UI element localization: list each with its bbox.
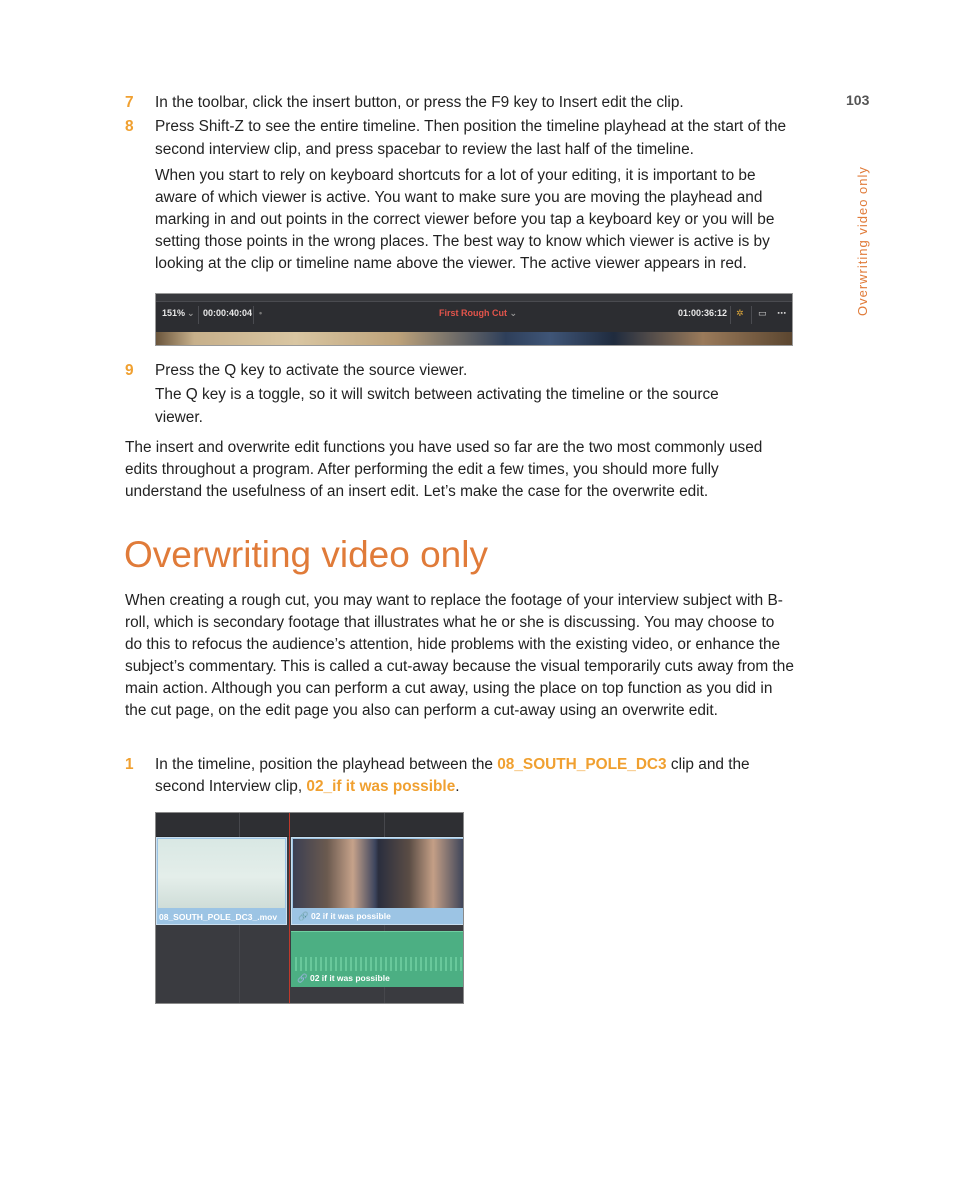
timeline-screenshot — [155, 812, 464, 1004]
audio-waveform — [295, 957, 462, 971]
timeline-name-active[interactable] — [439, 308, 517, 319]
video-clip-interview[interactable] — [291, 837, 464, 925]
step-text-part: In the timeline, position the playhead between the — [155, 756, 498, 773]
chevron-down-icon: ⌄ — [509, 308, 518, 318]
step-text: In the toolbar, click the insert button, or press the F9 key to Insert edit the clip. — [155, 94, 684, 111]
color-dots-icon[interactable]: ✲ — [736, 308, 744, 318]
step-number: 8 — [125, 118, 134, 135]
step-number: 1 — [125, 756, 134, 773]
timeline-playhead[interactable] — [289, 813, 290, 1003]
note-paragraph: When you start to rely on keyboard shortcuts for a lot of your editing, it is important to be aware of which viewer is active. You want to make sure you are moving the playhead and marking in and out points in the correct viewer before you tap a keyboard key or you will be setting those points in the wrong places. The best way to know which viewer is active is by looking at the clip or timeline name above the viewer. The active viewer appears in red. — [155, 167, 775, 272]
clip-label: 08_SOUTH_POLE_DC3_.mov — [159, 912, 278, 922]
clip-label-row — [298, 911, 391, 922]
audio-clip-interview[interactable] — [291, 931, 464, 987]
page-number: 103 — [846, 92, 870, 108]
dot-icon: • — [259, 308, 263, 318]
viewer-image-strip — [156, 332, 792, 346]
body-paragraph-1: The insert and overwrite edit functions you have used so far are the two most commonly used edits throughout a program. After performing the edit a few times, you should more fully understand the usefulness of an insert edit. Let’s make the case for the overwrite edit. — [125, 439, 763, 500]
clip-name-highlight: 08_SOUTH_POLE_DC3 — [497, 756, 667, 773]
step-number: 7 — [125, 94, 134, 111]
step-text — [155, 754, 795, 798]
audio-label-row — [297, 973, 390, 984]
step-text-part: . — [455, 778, 460, 795]
audio-label: 02 if it was possible — [309, 973, 390, 983]
video-clip-south-pole[interactable] — [156, 837, 287, 925]
body-paragraph-2: When creating a rough cut, you may want to replace the footage of your interview subject with B-roll, which is secondary footage that illustrates what he or she is discussing. You may choose to do this to refocus the audience’s attention, hide problems with the existing video, or enhance the subject’s commentary. This is called a cut-away because the visual temporarily cuts away from the main action. Although you can perform a cut away, using the place on top function as you did in the cut page, on the edit page you also can perform a cut-away using an overwrite edit. — [125, 592, 794, 719]
section-side-title: Overwriting video only — [855, 166, 870, 316]
clip-name-highlight: 02_if it was possible — [306, 778, 456, 795]
source-timecode: 00:00:40:04 — [203, 308, 253, 318]
step-text: Press Shift-Z to see the entire timeline. Then position the timeline playhead at the start of the second interview clip, and press spacebar to review the last half of the timeline. — [155, 118, 787, 158]
timeline-ruler[interactable] — [156, 813, 463, 837]
toolbar-divider — [730, 306, 731, 324]
link-icon: 🔗 — [297, 973, 308, 983]
chevron-down-icon[interactable]: ⌄ — [187, 308, 195, 318]
timeline-name-label: First Rough Cut — [439, 308, 507, 318]
more-dots-icon[interactable]: ⋯ — [777, 308, 786, 318]
clip-thumbnail — [293, 839, 464, 908]
toolbar-top-strip — [156, 294, 792, 302]
clip-label: 02 if it was possible — [310, 911, 391, 921]
step-text: Press the Q key to activate the source viewer. — [155, 362, 468, 379]
link-icon: 🔗 — [298, 911, 309, 921]
clip-thumbnail — [158, 839, 285, 908]
toolbar-divider — [198, 306, 199, 324]
step-text-part: clip and the second Interview clip, — [155, 756, 750, 795]
viewer-mode-icon[interactable]: ▭ — [758, 308, 767, 318]
step-number: 9 — [125, 362, 134, 379]
step-9-subtext: The Q key is a toggle, so it will switch between activating the timeline or the source viewer. — [155, 386, 719, 426]
toolbar-divider — [751, 306, 752, 324]
zoom-level[interactable]: 151% — [162, 308, 186, 318]
viewer-toolbar-screenshot — [155, 293, 793, 346]
section-heading: Overwriting video only — [124, 534, 488, 575]
toolbar-divider — [253, 306, 254, 324]
record-timecode: 01:00:36:12 — [678, 308, 728, 318]
